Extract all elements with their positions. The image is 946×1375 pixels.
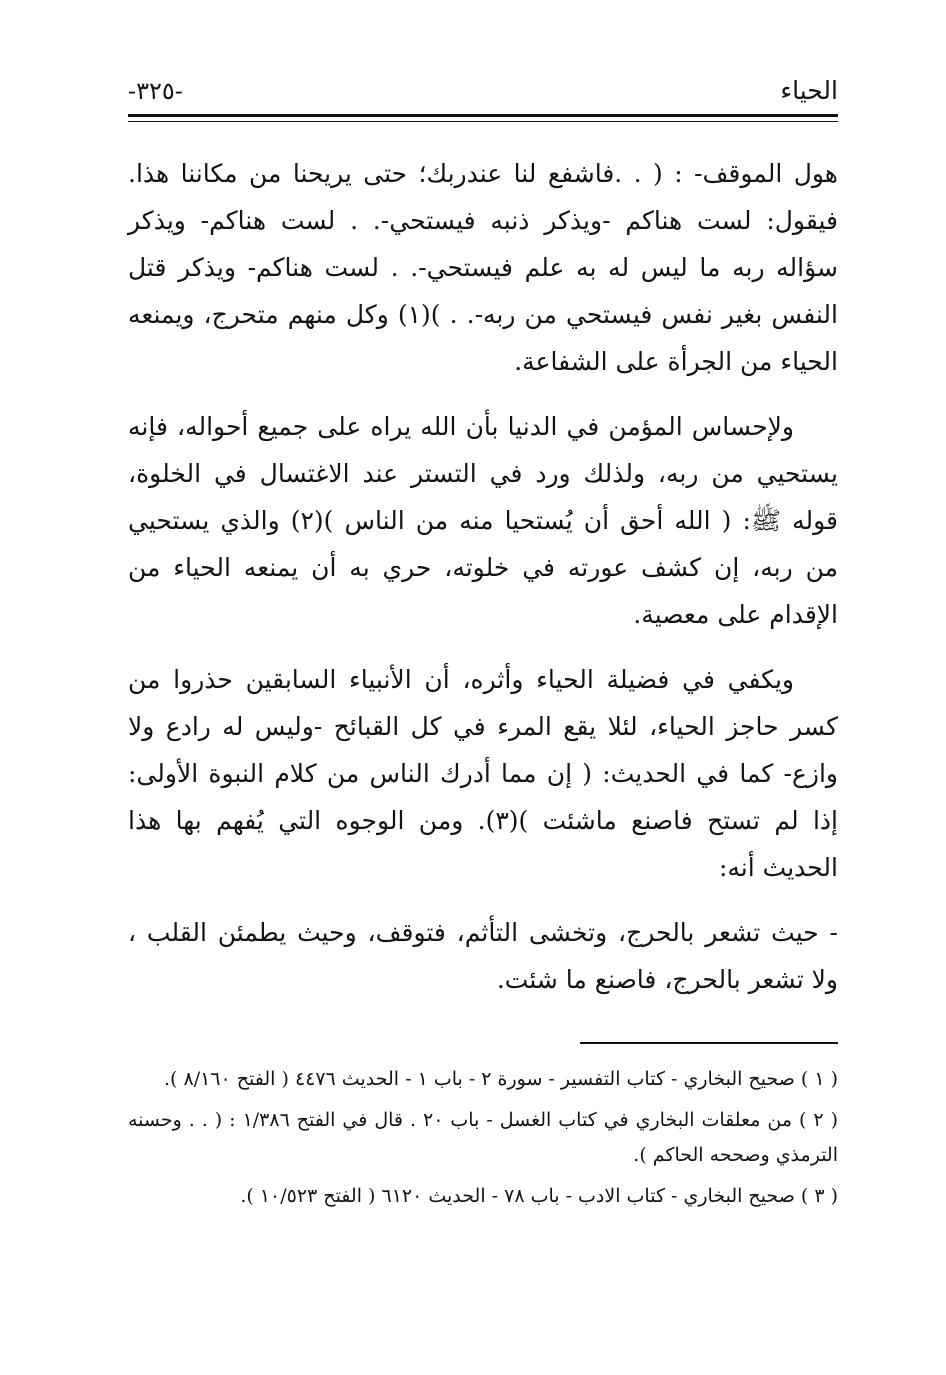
running-title: الحياء [780, 76, 838, 105]
header-rule-thin [128, 121, 838, 122]
page-header [128, 74, 838, 110]
footnote-1: ( ١ ) صحيح البخاري - كتاب التفسير - سورة ٢ - باب ١ - الحديث ٤٤٧٦ ( الفتح ٨/١٦٠ ). [163, 1068, 838, 1090]
footnote-separator [580, 1042, 838, 1044]
paragraph-4: - حيث تشعر بالحرج، وتخشى التأثم، فتوقف، وحيث يطمئن القلب ، ولا تشعر بالحرج، فاصنع ما شئت. [128, 918, 838, 994]
footnote-3: ( ٣ ) صحيح البخاري - كتاب الادب - باب ٧٨ - الحديث ٦١٢٠ ( الفتح ١٠/٥٢٣ ). [240, 1185, 838, 1207]
main-text [128, 150, 838, 1021]
paragraph-1: هول الموقف- : ( . .فاشفع لنا عندربك؛ حتى يريحنا من مكاننا هذا. فيقول: لست هناكم -ويذكر ذنبه فيستحي-. . لست هناكم- ويذكر سؤاله ربه ما ليس له به علم فيستحي-. . لست هناكم- ويذكر قتل النفس بغير نفس فيستحي من ربه-. . )(١) وكل منهم متحرج، ويمنعه الحياء من الجرأة على الشفاعة. [128, 159, 838, 376]
paragraph-2: ولإحساس المؤمن في الدنيا بأن الله يراه على جميع أحواله، فإنه يستحيي من ربه، ولذلك ورد في التستر عند الاغتسال في الخلوة، قوله ﷺ: ( الله أحق أن يُستحيا منه من الناس )(٢) والذي يستحيي من ربه، إن كشف عورته في خلوته، حري به أن يمنعه الحياء من الإقدام على معصية. [128, 412, 838, 629]
paragraph-3: ويكفي في فضيلة الحياء وأثره، أن الأنبياء السابقين حذروا من كسر حاجز الحياء، لئلا يقع المرء في كل القبائح -وليس له رادع ولا وازع- كما في الحديث: ( إن مما أدرك الناس من كلام النبوة الأولى: إذا لم تستح فاصنع ماشئت )(٣). ومن الوجوه التي يُفهم بها هذا الحديث أنه: [128, 665, 839, 882]
footnote-2: ( ٢ ) من معلقات البخاري في كتاب الغسل - باب ٢٠ . قال في الفتح ١/٣٨٦ : ( . . وحسنه الترمذي وصححه الحاكم ). [128, 1109, 838, 1166]
footnotes [128, 1062, 838, 1220]
page-number: -٣٢٥- [128, 77, 183, 105]
header-rule-thick [128, 114, 838, 117]
